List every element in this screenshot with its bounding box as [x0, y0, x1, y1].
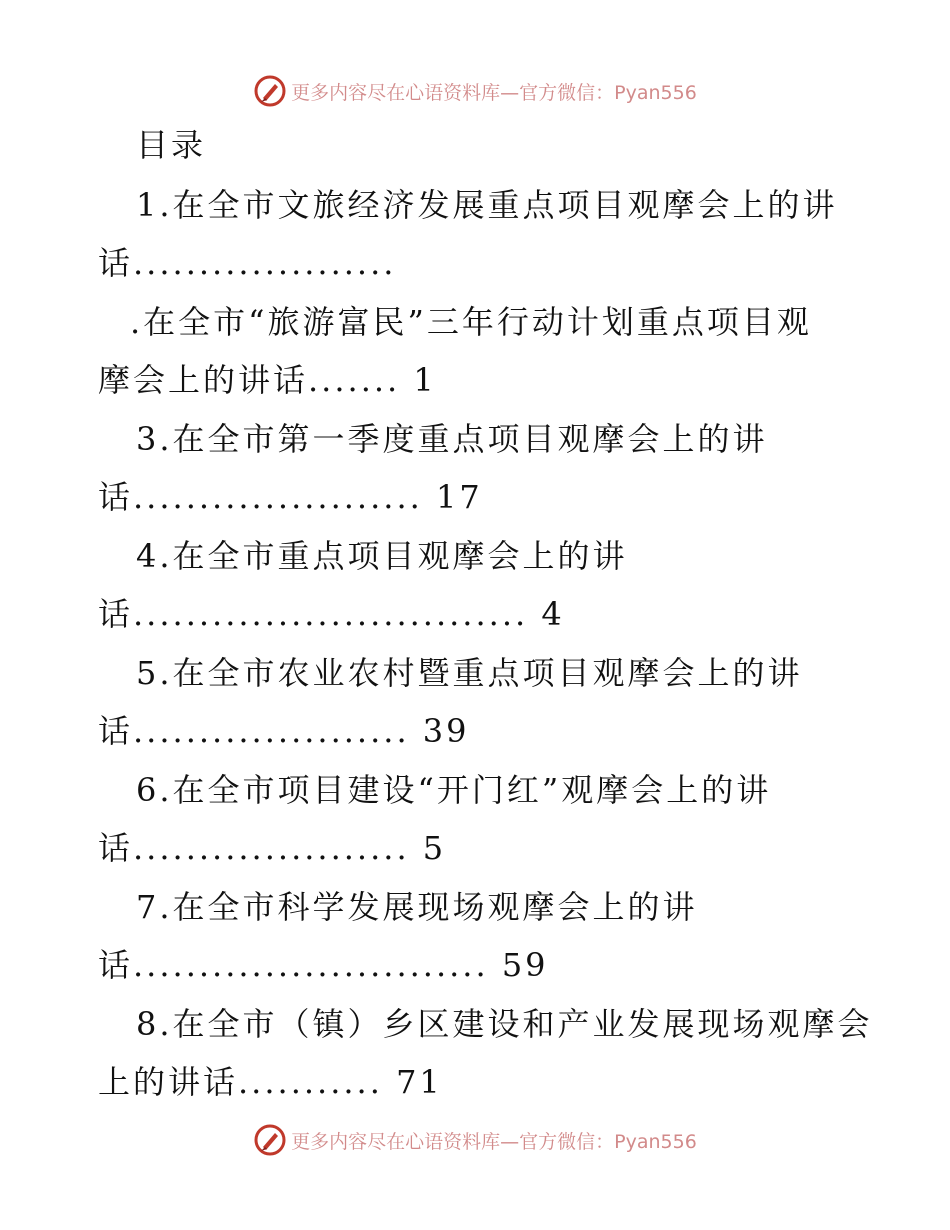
- toc-entry-3-line-1: 3.在全市第一季度重点项目观摩会上的讲: [136, 420, 768, 458]
- toc-entry-5-line-1: 5.在全市农业农村暨重点项目观摩会上的讲: [136, 654, 803, 692]
- watermark-text: 更多内容尽在心语资料库—官方微信：Pyan556: [291, 1130, 697, 1153]
- toc-entry-1-line-1: 1.在全市文旅经济发展重点项目观摩会上的讲: [136, 186, 838, 224]
- toc-entry-1-line-2: 话....................: [98, 244, 397, 282]
- toc-entry-2-line-2: 摩会上的讲话....... 1: [98, 361, 437, 399]
- toc-entry-8-line-2: 上的讲话........... 71: [98, 1063, 443, 1101]
- watermark-text: 更多内容尽在心语资料库—官方微信：Pyan556: [291, 81, 697, 104]
- footer-watermark: [0, 1120, 950, 1160]
- toc-title: 目录: [136, 126, 207, 164]
- toc-entry-7-line-1: 7.在全市科学发展现场观摩会上的讲: [136, 888, 698, 926]
- toc-entry-6-line-2: 话..................... 5: [98, 829, 447, 867]
- header-watermark: [0, 71, 950, 111]
- toc-entry-7-line-2: 话........................... 59: [98, 946, 549, 984]
- toc-entry-3-line-2: 话...................... 17: [98, 478, 483, 516]
- pen-logo-icon: [253, 1123, 287, 1157]
- toc-entry-6-line-1: 6.在全市项目建设“开门红”观摩会上的讲: [136, 771, 772, 809]
- pen-logo-icon: [253, 74, 287, 108]
- toc-entry-4-line-2: 话.............................. 4: [98, 595, 565, 633]
- toc-entry-4-line-1: 4.在全市重点项目观摩会上的讲: [136, 537, 628, 575]
- toc-entry-8-line-1: 8.在全市（镇）乡区建设和产业发展现场观摩会: [136, 1005, 873, 1043]
- toc-entry-5-line-2: 话..................... 39: [98, 712, 470, 750]
- toc-entry-2-line-1: .在全市“旅游富民”三年行动计划重点项目观: [130, 303, 812, 341]
